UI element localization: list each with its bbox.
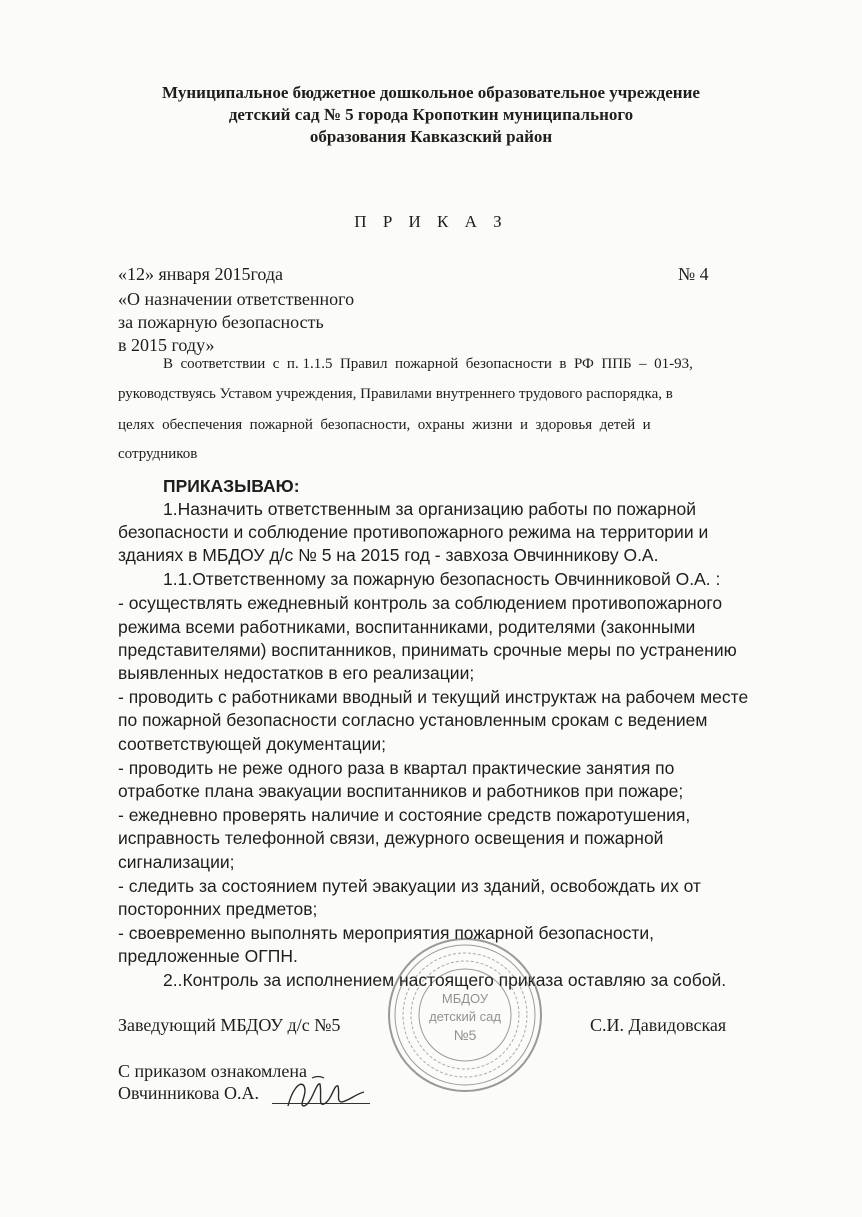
body-line: отработке плана эвакуации воспитанников и работников при пожаре;: [118, 781, 684, 801]
subject-line-3: в 2015 году»: [118, 335, 215, 355]
body-line: - ежедневно проверять наличие и состояние средств пожаротушения,: [118, 805, 691, 825]
body-line: - проводить с работниками вводный и текущий инструктаж на рабочем месте: [118, 687, 749, 707]
signature-name: С.И. Давидовская: [590, 1015, 727, 1035]
stamp-center-line-2: детский сад: [429, 1009, 501, 1024]
signature-position: Заведующий МБДОУ д/с №5: [118, 1015, 341, 1035]
intro-line-1: В соответствии с п. 1.1.5 Правил пожарной безопасности в РФ ППБ – 01-93,: [163, 356, 693, 372]
body-line: режима всеми работниками, воспитанниками, родителями (законными: [118, 617, 696, 637]
acquainted-line-1: С приказом ознакомлена: [118, 1061, 307, 1081]
subject-line-1: «О назначении ответственного: [118, 289, 355, 309]
org-name-line-1: Муниципальное бюджетное дошкольное образовательное учреждение: [162, 83, 700, 102]
stamp-center-line-1: МБДОУ: [441, 991, 489, 1006]
body-line: 1.Назначить ответственным за организацию работы по пожарной: [163, 499, 697, 519]
organization-stamp: [385, 935, 545, 1095]
order-date: «12» января 2015года: [118, 264, 284, 284]
stamp-center-line-3: №5: [453, 1027, 477, 1043]
body-line: посторонних предметов;: [118, 899, 318, 919]
body-line: представителями) воспитанников, принимать срочные меры по устранению: [118, 640, 737, 660]
order-word: ПРИКАЗЫВАЮ:: [163, 476, 300, 496]
document-title: П Р И К А З: [354, 212, 508, 231]
org-name-line-2: детский сад № 5 города Кропоткин муниципального: [228, 105, 634, 124]
body-line: предложенные ОГПН.: [118, 946, 298, 966]
intro-line-2: руководствуясь Уставом учреждения, Правилами внутреннего трудового распорядка, в: [118, 386, 673, 402]
body-line: - осуществлять ежедневный контроль за соблюдением противопожарного: [118, 593, 723, 613]
body-line: 1.1.Ответственному за пожарную безопасность Овчинниковой О.А. :: [163, 569, 721, 589]
body-line: зданиях в МБДОУ д/с № 5 на 2015 год - завхоза Овчинникову О.А.: [118, 545, 659, 565]
org-name-line-3: образования Кавказский район: [309, 127, 553, 146]
body-line: 2..Контроль за исполнением настоящего приказа оставляю за собой.: [163, 970, 727, 990]
body-line: выявленных недостатков в его реализации;: [118, 663, 475, 683]
intro-line-4: сотрудников: [118, 446, 198, 462]
body-line: - проводить не реже одного раза в квартал практические занятия по: [118, 758, 675, 778]
body-line: - следить за состоянием путей эвакуации из зданий, освобождать их от: [118, 876, 701, 896]
body-line: безопасности и соблюдение противопожарного режима на территории и: [118, 522, 709, 542]
body-line: - своевременно выполнять мероприятия пожарной безопасности,: [118, 923, 655, 943]
order-number: № 4: [678, 264, 709, 284]
body-line: по пожарной безопасности согласно установленным срокам с ведением: [118, 710, 708, 730]
intro-line-3: целях обеспечения пожарной безопасности, охраны жизни и здоровья детей и: [118, 417, 651, 433]
acquainted-line-2: Овчинникова О.А.: [118, 1083, 259, 1103]
body-line: соответствующей документации;: [118, 734, 387, 754]
subject-line-2: за пожарную безопасность: [118, 312, 324, 332]
body-line: исправность телефонной связи, дежурного освещения и пожарной: [118, 828, 664, 848]
handwritten-signature: [282, 1072, 368, 1116]
body-line: сигнализации;: [118, 852, 235, 872]
